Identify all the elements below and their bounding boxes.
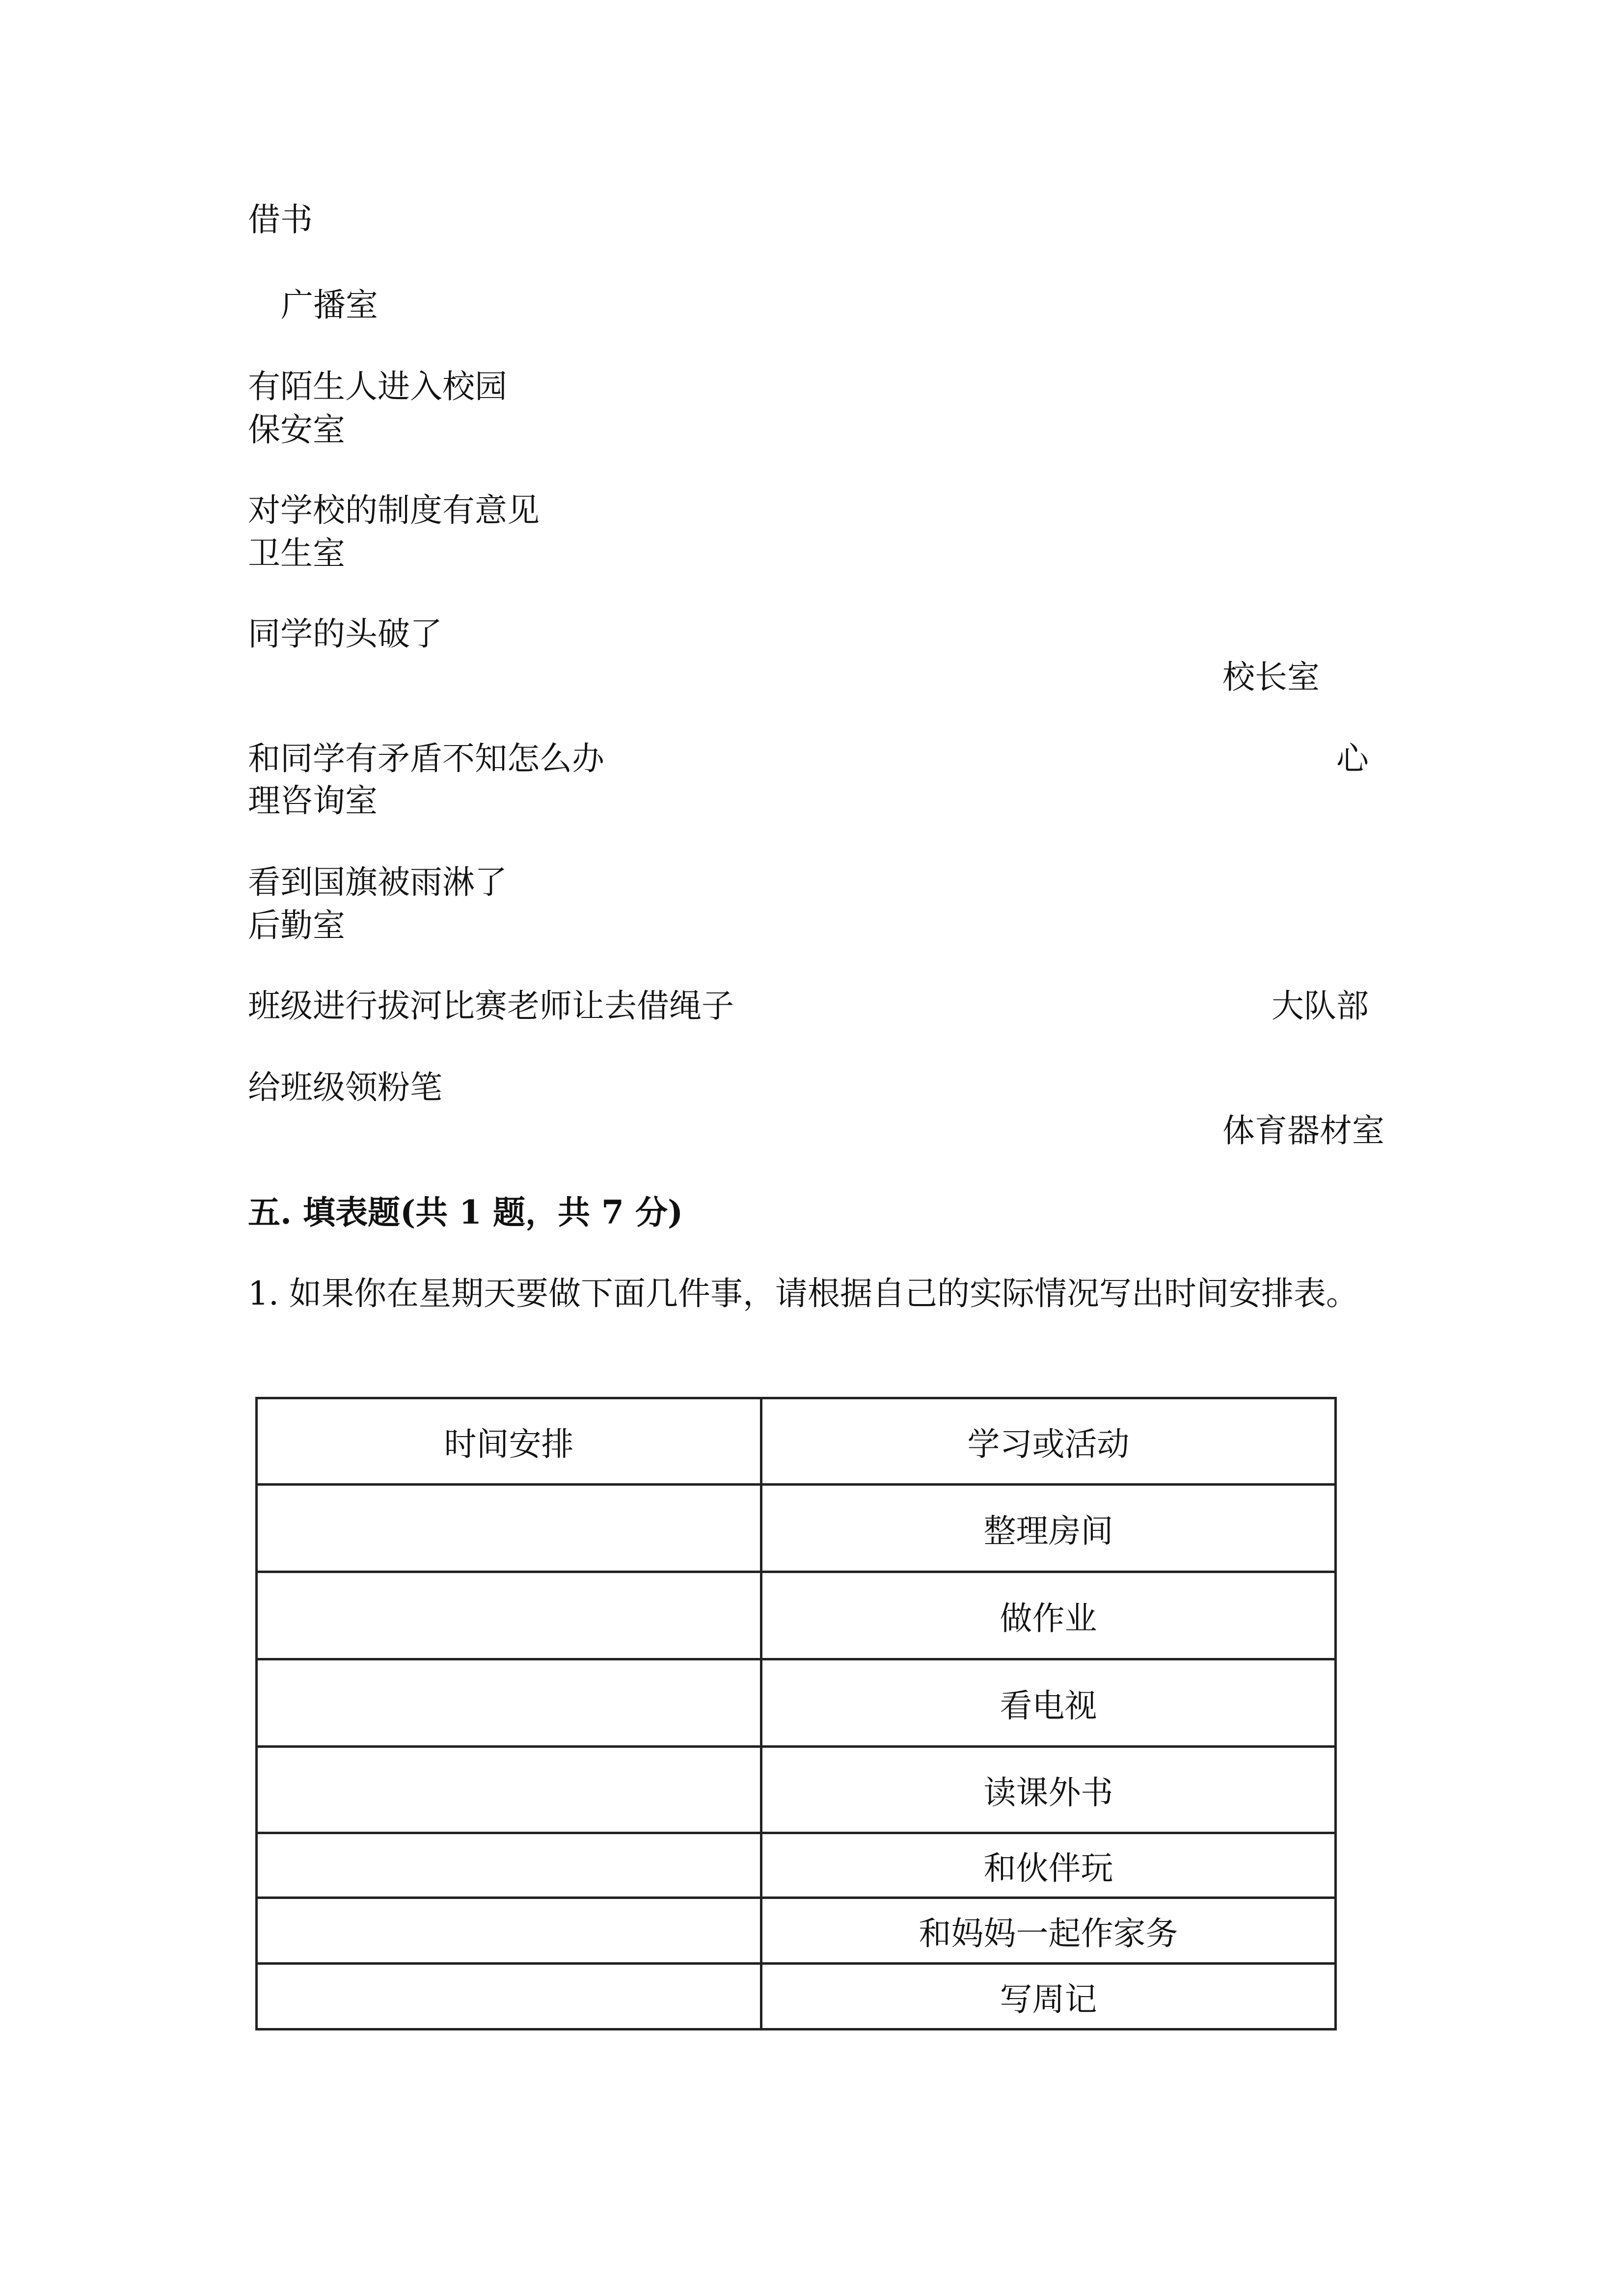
table-row [257,1659,1336,1747]
header-activity: 学习或活动 [761,1398,1336,1485]
time-cell[interactable] [257,1485,761,1572]
item-chalk: 给班级领粉笔 [248,1068,442,1106]
time-cell[interactable] [257,1833,761,1898]
time-cell[interactable] [257,1659,761,1747]
place-sports-equipment-room: 体育器材室 [1222,1112,1384,1149]
place-principal-office: 校长室 [1222,658,1320,696]
place-health-room: 卫生室 [248,534,345,572]
item-flag-rain: 看到国旗被雨淋了 [248,863,507,901]
table-row [257,1485,1336,1572]
table-row [257,1833,1336,1898]
item-school-rules: 对学校的制度有意见 [248,491,540,529]
activity-cell: 整理房间 [761,1485,1336,1572]
item-tug-of-war: 班级进行拔河比赛老师让去借绳子 [248,987,734,1025]
item-stranger: 有陌生人进入校园 [248,368,507,405]
activity-cell: 做作业 [761,1572,1336,1659]
activity-cell: 写周记 [761,1964,1336,2029]
table-row [257,1964,1336,2029]
activity-cell: 和妈妈一起作家务 [761,1898,1336,1964]
header-time: 时间安排 [257,1398,761,1485]
place-broadcast-room: 广播室 [281,286,378,324]
activity-cell: 和伙伴玩 [761,1833,1336,1898]
time-cell[interactable] [257,1964,761,2029]
activity-cell: 看电视 [761,1659,1336,1747]
table-row [257,1898,1336,1964]
item-head-injury: 同学的头破了 [248,615,442,653]
place-security-room: 保安室 [248,411,345,449]
place-counseling-part2: 理咨询室 [248,782,378,820]
section-heading: 五. 填表题(共 1 题，共 7 分) [248,1193,683,1231]
question-text: 1. 如果你在星期天要做下面几件事，请根据自己的实际情况写出时间安排表。 [248,1275,1358,1312]
time-cell[interactable] [257,1747,761,1833]
table-header-row [257,1398,1336,1485]
place-logistics-office: 后勤室 [248,907,345,944]
place-counseling-part1: 心 [1336,740,1369,777]
item-conflict: 和同学有矛盾不知怎么办 [248,740,604,777]
time-cell[interactable] [257,1898,761,1964]
item-borrow-book: 借书 [248,201,313,239]
table-row [257,1572,1336,1659]
time-cell[interactable] [257,1572,761,1659]
schedule-table [255,1397,1337,2030]
place-brigade-dept: 大队部 [1272,987,1369,1025]
activity-cell: 读课外书 [761,1747,1336,1833]
table-row [257,1747,1336,1833]
